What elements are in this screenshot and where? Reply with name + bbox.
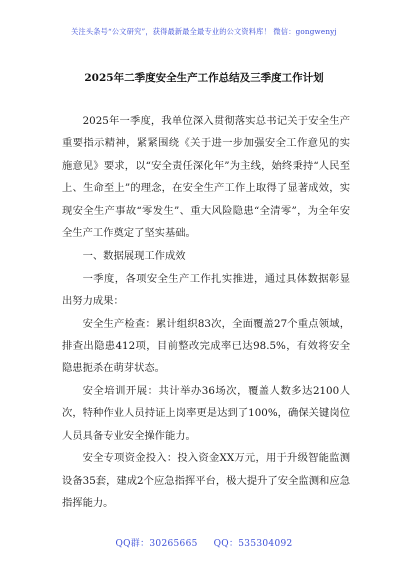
document-title: 2025年二季度安全生产工作总结及三季度工作计划 [84, 72, 324, 84]
document-body [62, 110, 350, 514]
footer-qq: QQ：535304092 [213, 539, 293, 549]
paragraph-safety-funding: 安全专项资金投入：投入资金XX万元，用于升级智能监测设备35套，建成2个应急指挥平台，极大提升了安全监测和应急指挥能力。 [62, 452, 350, 509]
paragraph-summary: 一季度，各项安全生产工作扎实推进，通过具体数据彰显出努力成果： [62, 272, 350, 308]
paragraph-safety-inspection: 安全生产检查：累计组织83次，全面覆盖27个重点领域，排查出隐患412项，目前整改完成率已达98.5%，有效将安全隐患扼杀在萌芽状态。 [62, 317, 350, 375]
footer-contact [0, 536, 408, 549]
header-promo-note: 关注头条号“公文研究”，获得最新最全最专业的公文资料库！ 微信：gongwenyj [71, 27, 337, 36]
paragraph-intro: 2025年一季度，我单位深入贯彻落实总书记关于安全生产重要指示精神，紧紧围绕《关于进一步加强安全工作意见的实施意见》要求，以“安全责任深化年”为主线，始终秉持“人民至上、生命至上”的理念，在安全生产工作上取得了显著成效，实现安全生产事故“零发生”、重大风险隐患“全清零”，为全年安全生产工作奠定了坚实基础。 [62, 115, 350, 240]
footer-qq-group: QQ群：30265665 [115, 539, 198, 549]
section-heading-1: 一、数据展现工作成效 [82, 250, 186, 263]
paragraph-safety-training: 安全培训开展：共计举办36场次，覆盖人数多达2100人次，特种作业人员持证上岗率更是达到了100%，确保关键岗位人员具备专业安全操作能力。 [62, 384, 350, 442]
